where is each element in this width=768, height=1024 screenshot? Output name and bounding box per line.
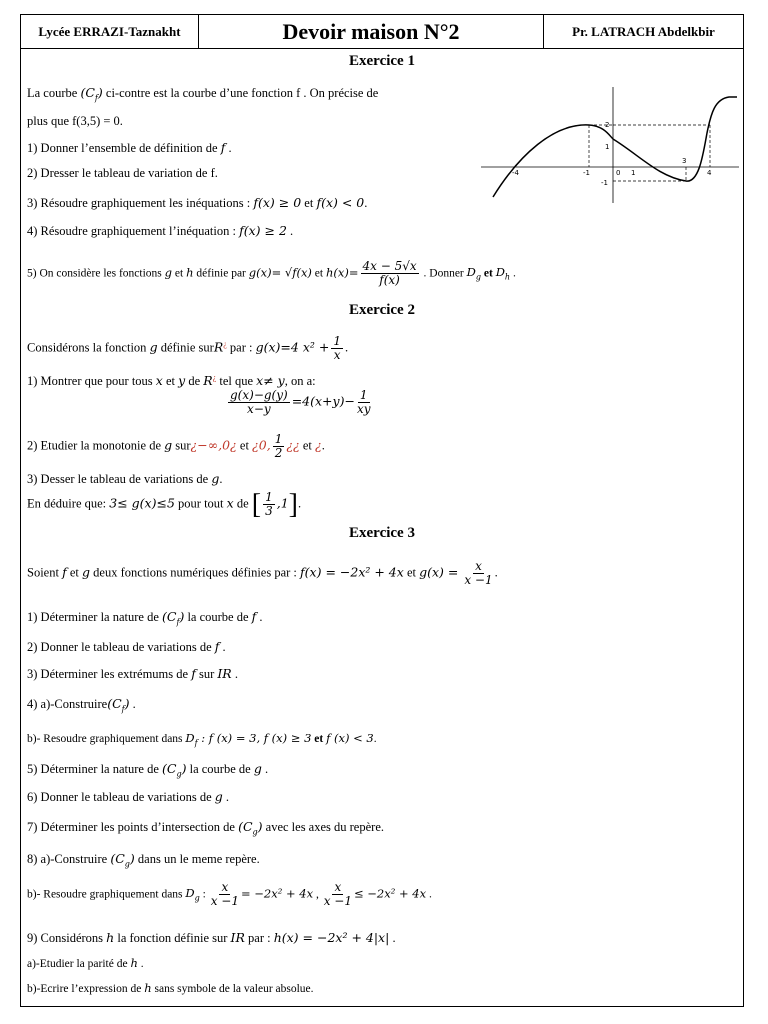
- ex1-line-1: La courbe $(C_f)$ ci-contre est la courbe d’une fonction f . On précise de: [27, 85, 379, 103]
- exercise-2-title: Exercice 2: [349, 302, 415, 318]
- ex3-question-8b: b)- Resoudre graphiquement dans $D_g$ : $\frac{x}{x -1}$ = −2x² + 4x , $\frac{x}{x -1}$ ≤ −2x² + 4x .: [27, 880, 432, 909]
- tick-x-1: 1: [631, 169, 636, 177]
- ex1-line-2: plus que f(3,5) = 0.: [27, 114, 123, 128]
- ex3-question-9b: b)-Ecrire l’expression de h sans symbole de la valeur absolue.: [27, 981, 314, 995]
- header: [21, 15, 743, 49]
- ex3-question-2: 2) Donner le tableau de variations de f .: [27, 639, 226, 654]
- ex1-question-3: 3) Résoudre graphiquement les inéquations : f(x) ≥ 0 et f(x) < 0.: [27, 195, 368, 210]
- exercise-1-title: Exercice 1: [349, 53, 415, 69]
- document-title: Devoir maison N°2: [199, 15, 544, 48]
- tick-x-minus1: -1: [583, 169, 590, 177]
- ex3-question-7: 7) Déterminer les points d’intersection de $(C_g)$ avec les axes du repère.: [27, 819, 384, 837]
- ex3-question-4b: b)- Resoudre graphiquement dans $D_f$ : f (x) = 3, f (x) ≥ 3 et f (x) < 3.: [27, 731, 377, 748]
- tick-y-2: 2: [605, 121, 610, 129]
- ex2-question-1: 1) Montrer que pour tous x et y de R¿ tel que x≠ y, on a:: [27, 373, 316, 389]
- ex3-question-3: 3) Déterminer les extrémums de f sur IR .: [27, 666, 238, 681]
- ex2-question-2: 2) Etudier la monotonie de g sur¿−∞,0¿ et ¿0, $\frac{1}{2}$ ¿¿ et ¿.: [27, 432, 325, 461]
- ex3-line-1: Soient f et g deux fonctions numériques définies par : f(x) = −2x² + 4x et g(x) = $\frac{x}{x -1}$ .: [27, 559, 498, 588]
- ex3-question-6: 6) Donner le tableau de variations de g .: [27, 789, 230, 804]
- tick-x-minus4: -4: [512, 169, 519, 177]
- tick-y-minus1: -1: [601, 179, 608, 187]
- ex2-line-1: Considérons la fonction g définie surR¿ par : g(x)=4 x² + $\frac{1}{x}$ .: [27, 334, 349, 363]
- tick-y-1: 1: [605, 143, 610, 151]
- tick-x-4: 4: [707, 169, 712, 177]
- ex1-question-2: 2) Dresser le tableau de variation de f.: [27, 166, 218, 180]
- ex3-question-5: 5) Déterminer la nature de $(C_g)$ la courbe de g .: [27, 761, 269, 779]
- worksheet-page: [20, 14, 744, 1007]
- ex3-question-1: 1) Déterminer la nature de $(C_f)$ la courbe de f .: [27, 609, 263, 627]
- exercise-3-title: Exercice 3: [349, 525, 415, 541]
- ex3-question-8a: 8) a)-Construire $(C_g)$ dans un le meme repère.: [27, 851, 260, 869]
- ex2-equation: $\frac{g(x)-g(y)}{x-y}$ =4(x+y)− $\frac{1}{xy}$: [230, 388, 371, 417]
- ex1-question-4: 4) Résoudre graphiquement l’inéquation : f(x) ≥ 2 .: [27, 223, 294, 238]
- ex3-question-9a: a)-Etudier la parité de h .: [27, 956, 144, 970]
- ex3-question-4a: 4) $a)-Construire(C_f)$ .: [27, 696, 136, 714]
- ex2-question-3: 3) Desser le tableau de variations de g.: [27, 471, 223, 486]
- tick-x-0: 0: [616, 169, 621, 177]
- school-name: Lycée ERRAZI-Taznakht: [21, 15, 199, 48]
- function-graph: [479, 85, 741, 205]
- ex1-question-1: 1) Donner l’ensemble de définition de f .: [27, 140, 232, 155]
- ex1-question-5: 5) On considère les fonctions g et h définie par g(x)= √f(x) et h(x)= $\frac{4x - 5√x}{f(x)}$ . Donner $D_g$ et $D_h$ .: [27, 259, 516, 288]
- ex3-question-9: 9) Considérons h la fonction définie sur IR par : h(x) = −2x² + 4|x| .: [27, 930, 396, 945]
- tick-x-3: 3: [682, 157, 687, 165]
- curve-cf: [493, 97, 737, 197]
- tick-labels: [512, 121, 712, 187]
- teacher-name: Pr. LATRACH Abdelkbir: [572, 23, 715, 39]
- ex2-deduction: En déduire que: 3≤ g(x)≤5 pour tout x de [ $\frac{1}{3}$ ,1].: [27, 489, 302, 520]
